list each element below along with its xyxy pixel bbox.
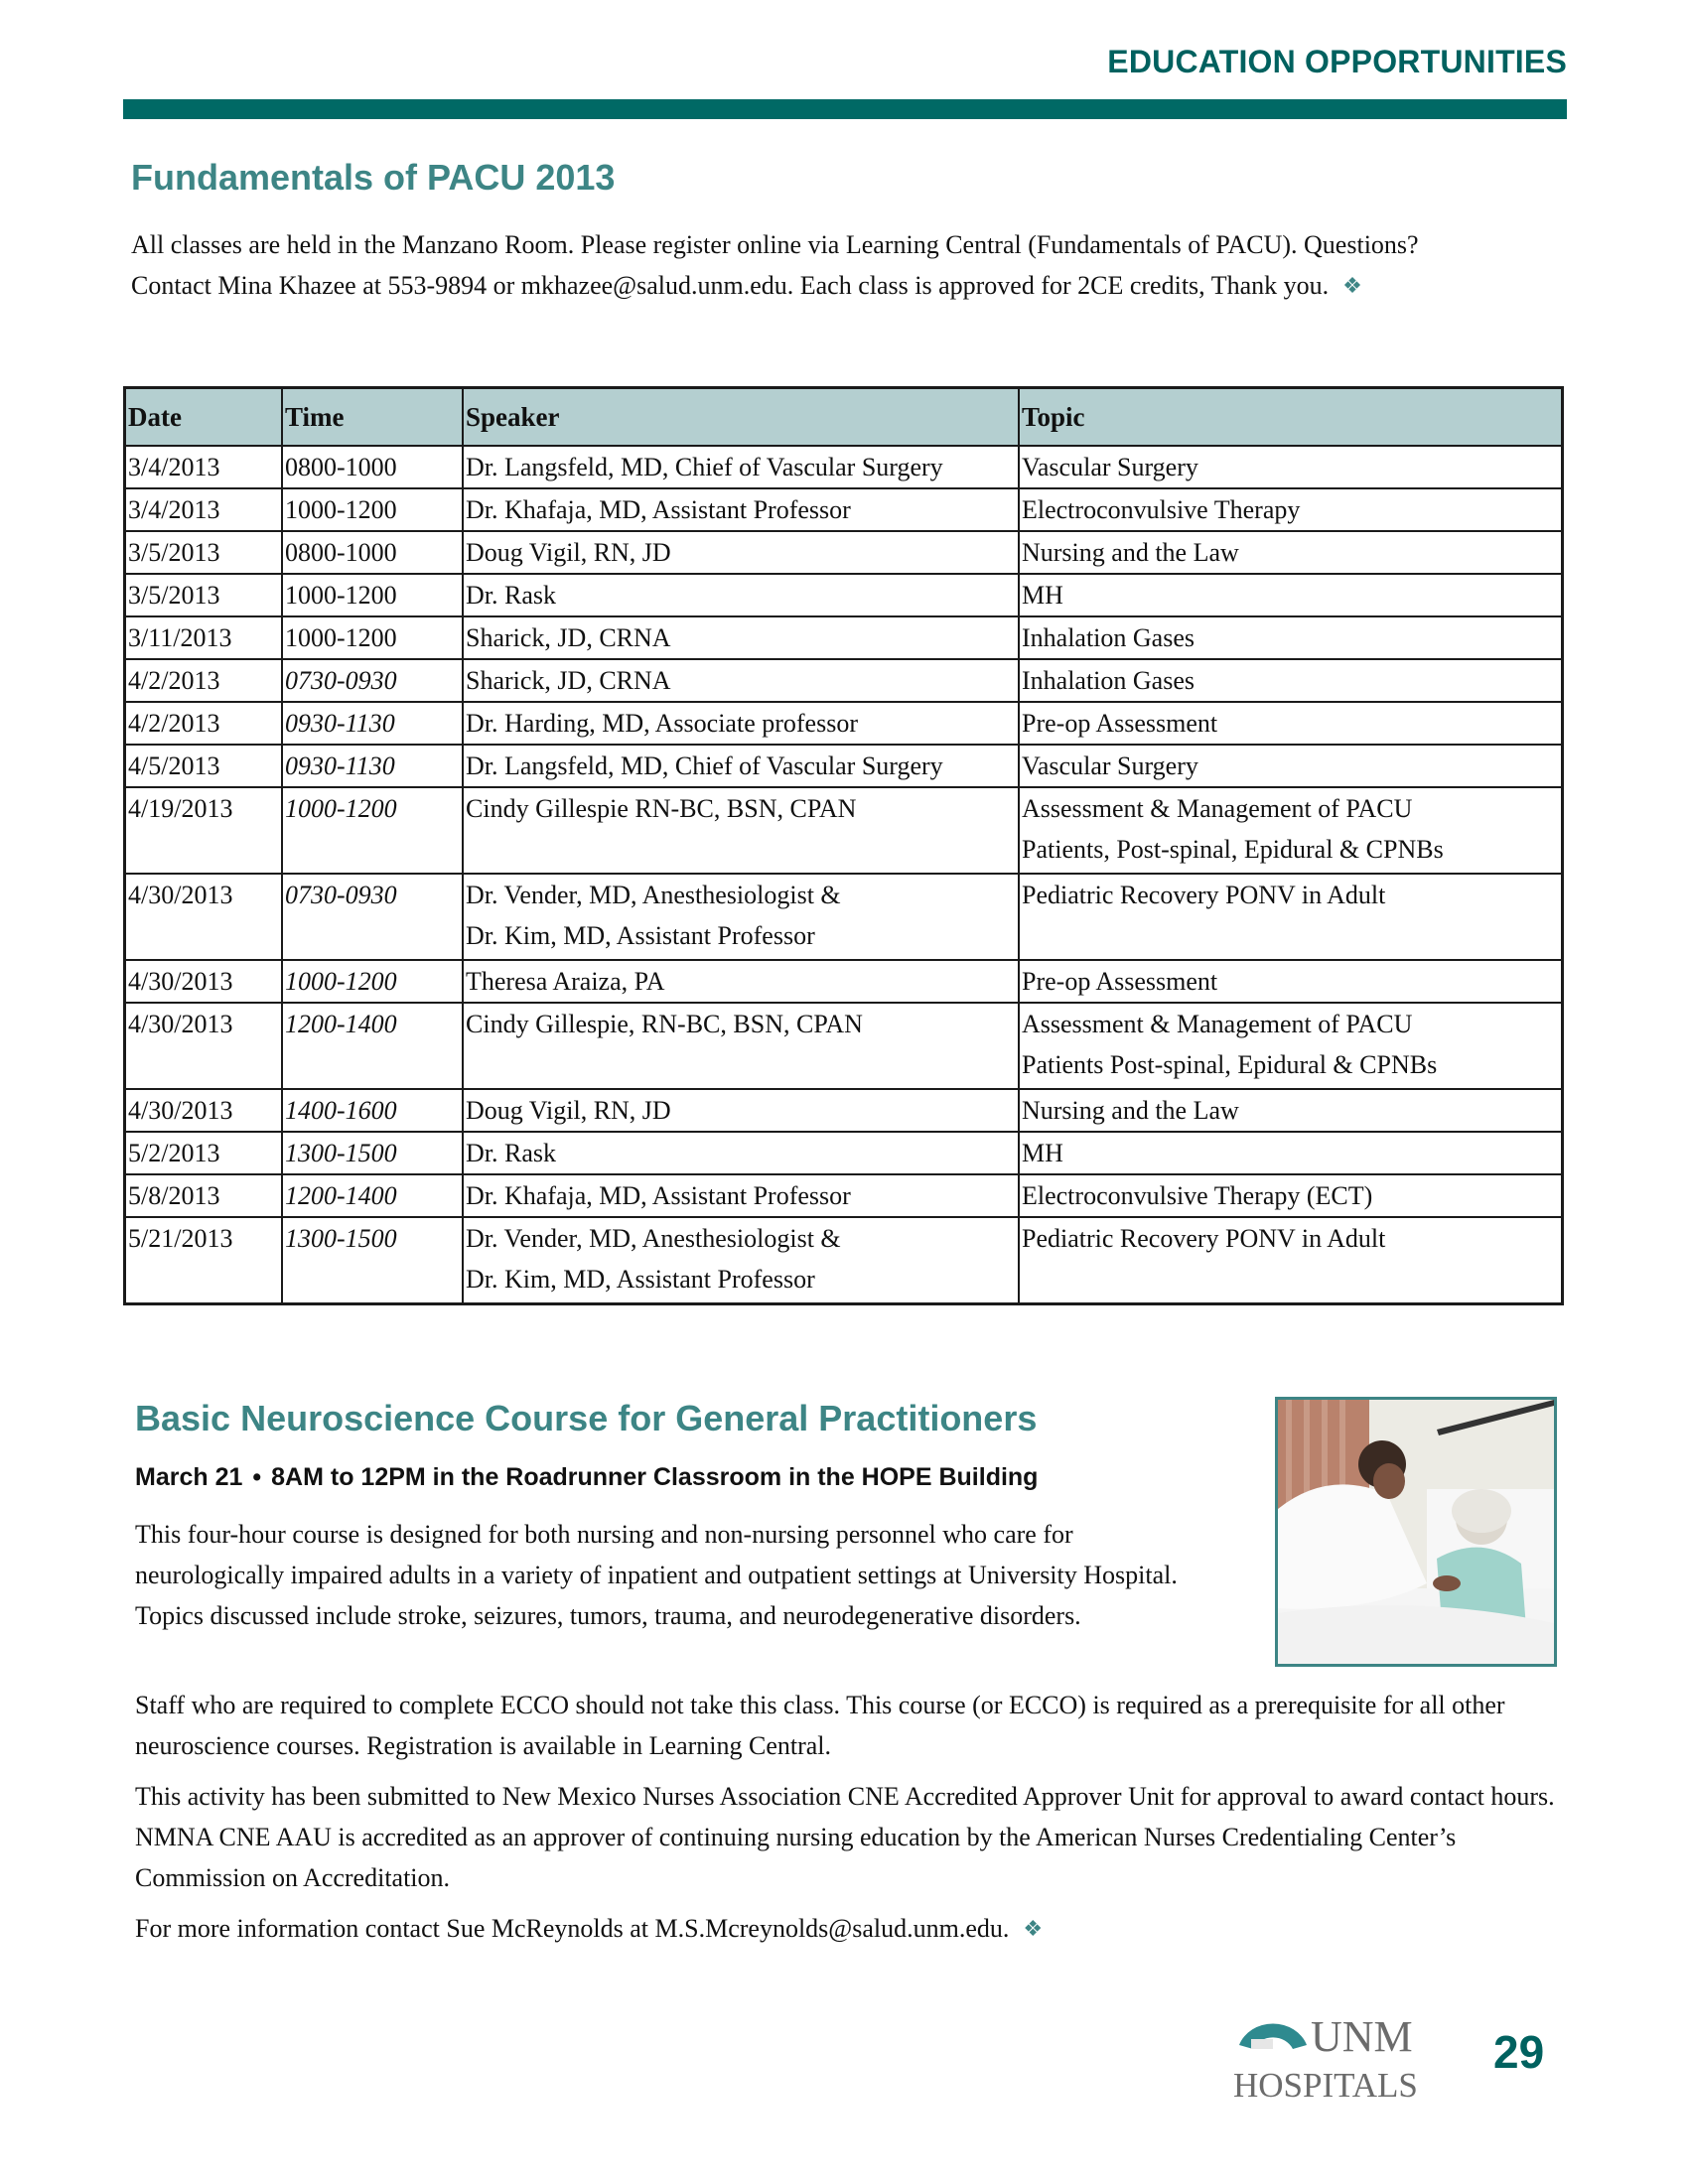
speaker-line: Doug Vigil, RN, JD [466,1096,671,1125]
table-row [125,574,1563,616]
topic-line: Vascular Surgery [1022,751,1198,780]
cell-topic [1019,787,1563,874]
speaker-line: Dr. Khafaja, MD, Assistant Professor [466,495,851,524]
cell-speaker [463,702,1019,745]
photo-illustration [1278,1400,1554,1664]
cell-date: 4/19/2013 [125,787,283,874]
speaker-line: Dr. Langsfeld, MD, Chief of Vascular Surgery [466,751,943,780]
speaker-line: Dr. Kim, MD, Assistant Professor [466,921,815,950]
column-header-speaker: Speaker [463,388,1019,447]
topic-line: Electroconvulsive Therapy (ECT) [1022,1181,1373,1210]
table-row [125,1003,1563,1089]
cell-topic [1019,531,1563,574]
cell-date: 4/30/2013 [125,874,283,960]
header-accent-bar [123,99,1567,119]
cell-time: 1000-1200 [282,960,463,1003]
pacu-schedule-table [123,386,1564,1305]
cell-speaker [463,1132,1019,1174]
cell-speaker [463,616,1019,659]
topic-line: Pediatric Recovery PONV in Adult [1022,1224,1386,1253]
unm-hospitals-logo [1231,2015,1450,2105]
speaker-line: Dr. Langsfeld, MD, Chief of Vascular Surgery [466,453,943,481]
cell-time: 1000-1200 [282,616,463,659]
cell-topic [1019,1089,1563,1132]
cell-date: 4/2/2013 [125,659,283,702]
cell-topic [1019,574,1563,616]
column-header-time: Time [282,388,463,447]
neuro-contact-text: For more information contact Sue McReynolds at M.S.Mcreynolds@salud.unm.edu. [135,1914,1010,1943]
cell-date: 5/8/2013 [125,1174,283,1217]
cell-date: 4/30/2013 [125,1003,283,1089]
cell-topic [1019,874,1563,960]
cell-topic [1019,446,1563,488]
table-row [125,616,1563,659]
cell-time: 0800-1000 [282,446,463,488]
cell-speaker [463,1174,1019,1217]
topic-line: Patients, Post-spinal, Epidural & CPNBs [1022,835,1444,864]
topic-line: Pre-op Assessment [1022,967,1218,996]
cell-date: 3/5/2013 [125,574,283,616]
topic-line: Nursing and the Law [1022,1096,1239,1125]
cell-speaker [463,488,1019,531]
cell-time: 1000-1200 [282,488,463,531]
speaker-line: Theresa Araiza, PA [466,967,665,996]
topic-line: MH [1022,581,1063,610]
cell-date: 4/5/2013 [125,745,283,787]
neuro-prerequisite-note: Staff who are required to complete ECCO should not take this class. This course (or ECCO) is required as a prerequisite for all other neuroscience courses. Registration is available in Learning Central. [135,1691,1505,1760]
cell-time: 1000-1200 [282,574,463,616]
speaker-line: Dr. Rask [466,1139,556,1167]
cell-speaker [463,531,1019,574]
speaker-line: Dr. Rask [466,581,556,610]
table-row [125,1217,1563,1304]
neuro-schedule-line [135,1463,1038,1492]
table-row [125,531,1563,574]
neuro-time-location: 8AM to 12PM in the Roadrunner Classroom in the HOPE Building [271,1463,1039,1491]
cell-time: 1200-1400 [282,1003,463,1089]
pacu-intro-text: All classes are held in the Manzano Room. Please register online via Learning Central (Fundamentals of PACU). Questions? Contact Mina Khazee at 553-9894 or mkhazee@salud.unm.edu. Each class is approved for 2CE credits, Thank you. [131,230,1419,300]
speaker-line: Dr. Vender, MD, Anesthesiologist & [466,881,841,909]
speaker-line: Cindy Gillespie, RN-BC, BSN, CPAN [466,1010,863,1038]
table-row [125,787,1563,874]
cell-time: 0800-1000 [282,531,463,574]
topic-line: Patients Post-spinal, Epidural & CPNBs [1022,1050,1438,1079]
cell-speaker [463,574,1019,616]
cell-topic [1019,702,1563,745]
topic-line: Electroconvulsive Therapy [1022,495,1301,524]
speaker-line: Dr. Kim, MD, Assistant Professor [466,1265,815,1294]
speaker-line: Sharick, JD, CRNA [466,666,671,695]
table-row [125,1174,1563,1217]
table-row [125,446,1563,488]
cell-topic [1019,659,1563,702]
speaker-line: Dr. Khafaja, MD, Assistant Professor [466,1181,851,1210]
table-row [125,702,1563,745]
cell-time: 0730-0930 [282,659,463,702]
speaker-line: Sharick, JD, CRNA [466,623,671,652]
cell-date: 5/2/2013 [125,1132,283,1174]
table-row [125,1132,1563,1174]
cell-date: 3/4/2013 [125,488,283,531]
table-body [125,446,1563,1304]
cell-topic [1019,1132,1563,1174]
topic-line: Pre-op Assessment [1022,709,1218,738]
cell-speaker [463,1089,1019,1132]
cell-speaker [463,446,1019,488]
cell-speaker [463,1003,1019,1089]
neuro-description: This four-hour course is designed for both nursing and non-nursing personnel who care for neurologically impaired adults in a variety of inpatient and outpatient settings at University Hospital. Topics discussed include stroke, seizures, tumors, trauma, and neurodegenerative disorders. [135,1520,1178,1630]
cell-topic [1019,960,1563,1003]
page-number: 29 [1493,2026,1545,2078]
cell-time: 1000-1200 [282,787,463,874]
cell-topic [1019,1217,1563,1304]
diamond-ornament-icon: ❖ [1023,1916,1044,1941]
cell-topic [1019,1174,1563,1217]
topic-line: MH [1022,1139,1063,1167]
cell-time: 0930-1130 [282,745,463,787]
column-header-topic: Topic [1019,388,1563,447]
cell-speaker [463,787,1019,874]
cell-topic [1019,616,1563,659]
patient-care-photo [1275,1397,1557,1667]
cell-speaker [463,659,1019,702]
topic-line: Inhalation Gases [1022,666,1196,695]
cell-speaker [463,960,1019,1003]
cell-time: 1300-1500 [282,1132,463,1174]
cell-topic [1019,488,1563,531]
cell-topic [1019,745,1563,787]
table-row [125,1089,1563,1132]
diamond-ornament-icon: ❖ [1342,273,1362,298]
cell-date: 3/4/2013 [125,446,283,488]
topic-line: Nursing and the Law [1022,538,1239,567]
topic-line: Assessment & Management of PACU [1022,1010,1413,1038]
topic-line: Vascular Surgery [1022,453,1198,481]
section-label: EDUCATION OPPORTUNITIES [1107,44,1567,79]
cell-speaker [463,1217,1019,1304]
cell-time: 0730-0930 [282,874,463,960]
neuro-date: March 21 [135,1463,243,1491]
neuro-accreditation-note: This activity has been submitted to New Mexico Nurses Association CNE Accredited Approver Unit for approval to award contact hours. NMNA CNE AAU is accredited as an approver of continuing nursing education by the American Nurses Credentialing Center’s Commission on Accreditation. [135,1782,1555,1892]
table-row [125,488,1563,531]
bullet-separator: • [252,1463,262,1491]
cell-date: 4/30/2013 [125,1089,283,1132]
neuro-section-title: Basic Neuroscience Course for General Practitioners [135,1398,1038,1438]
table-row [125,874,1563,960]
topic-line: Assessment & Management of PACU [1022,794,1413,823]
neuro-contact-info [135,1908,1565,1949]
speaker-line: Doug Vigil, RN, JD [466,538,671,567]
column-header-date: Date [125,388,283,447]
cell-date: 3/11/2013 [125,616,283,659]
cell-date: 5/21/2013 [125,1217,283,1304]
cell-date: 4/30/2013 [125,960,283,1003]
table-row [125,960,1563,1003]
cell-time: 1200-1400 [282,1174,463,1217]
topic-line: Pediatric Recovery PONV in Adult [1022,881,1386,909]
cell-date: 3/5/2013 [125,531,283,574]
pacu-section-title: Fundamentals of PACU 2013 [131,157,616,198]
speaker-line: Dr. Vender, MD, Anesthesiologist & [466,1224,841,1253]
unm-arch-icon [1231,2015,1450,2105]
cell-topic [1019,1003,1563,1089]
table-row [125,659,1563,702]
pacu-intro [131,224,1501,306]
cell-speaker [463,745,1019,787]
table-header-row [125,388,1563,447]
logo-text-unm: UNM [1311,2015,1413,2061]
cell-time: 0930-1130 [282,702,463,745]
topic-line: Inhalation Gases [1022,623,1196,652]
logo-text-hospitals: HOSPITALS [1233,2066,1418,2105]
cell-speaker [463,874,1019,960]
table-row [125,745,1563,787]
cell-date: 4/2/2013 [125,702,283,745]
speaker-line: Dr. Harding, MD, Associate professor [466,709,858,738]
cell-time: 1300-1500 [282,1217,463,1304]
cell-time: 1400-1600 [282,1089,463,1132]
speaker-line: Cindy Gillespie RN-BC, BSN, CPAN [466,794,857,823]
